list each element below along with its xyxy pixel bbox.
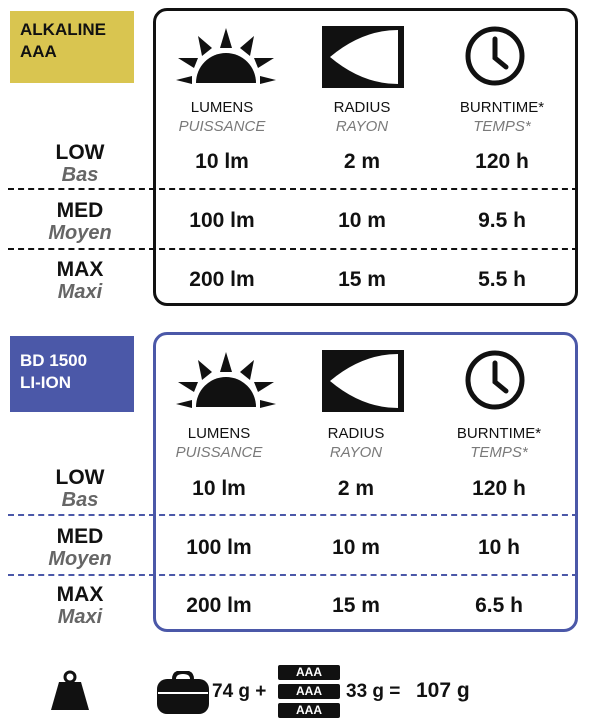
value-lumens: 100 lm: [189, 209, 255, 232]
lamp-weight: 74 g +: [212, 681, 267, 702]
beam-radius-icon: [322, 350, 404, 412]
value-lumens: 10 lm: [195, 150, 249, 173]
header-burntime: BURNTIME* TEMPS*: [456, 425, 542, 461]
level-med: MED Moyen: [48, 525, 112, 570]
battery-weight: 33 g =: [346, 681, 401, 702]
row-divider: [8, 188, 578, 190]
tag-line-1: BD 1500: [20, 351, 88, 370]
sun-icon: [176, 28, 276, 88]
tag-line-2: AAA: [20, 42, 57, 61]
level-max: MAX Maxi: [56, 258, 104, 303]
aaa-battery: AAA: [278, 665, 340, 680]
value-lumens: 100 lm: [186, 536, 252, 559]
header-radius: RADIUS RAYON: [327, 425, 385, 461]
row-divider: [8, 248, 578, 250]
value-burntime: 9.5 h: [478, 209, 526, 232]
bd1500-li-ion-tag: [10, 336, 134, 412]
alkaline-aaa-tag: [10, 11, 134, 83]
aaa-battery: AAA: [278, 703, 340, 718]
aaa-battery: AAA: [278, 684, 340, 699]
value-lumens: 200 lm: [189, 268, 255, 291]
value-lumens: 10 lm: [192, 477, 246, 500]
value-radius: 15 m: [332, 594, 380, 617]
clock-icon: [464, 349, 526, 411]
value-radius: 10 m: [332, 536, 380, 559]
tag-line-2: LI-ION: [20, 373, 71, 392]
weight-icon: [51, 670, 89, 710]
row-divider: [8, 574, 578, 576]
header-lumens: LUMENS PUISSANCE: [178, 99, 266, 135]
value-burntime: 5.5 h: [478, 268, 526, 291]
level-low: LOW Bas: [55, 141, 105, 186]
sun-icon: [176, 352, 276, 412]
value-burntime: 120 h: [475, 150, 529, 173]
value-radius: 2 m: [337, 477, 375, 500]
beam-radius-icon: [322, 26, 404, 88]
clock-icon: [464, 25, 526, 87]
value-radius: 15 m: [338, 268, 386, 291]
level-low: LOW Bas: [55, 466, 105, 511]
value-radius: 10 m: [338, 209, 386, 232]
level-max: MAX Maxi: [56, 583, 104, 628]
header-lumens: LUMENS PUISSANCE: [175, 425, 263, 461]
headlamp-case-icon: [156, 671, 210, 715]
header-burntime: BURNTIME* TEMPS*: [459, 99, 545, 135]
level-med: MED Moyen: [48, 199, 112, 244]
tag-line-1: ALKALINE: [20, 20, 106, 39]
row-divider: [8, 514, 578, 516]
header-radius: RADIUS RAYON: [333, 99, 391, 135]
value-radius: 2 m: [343, 150, 381, 173]
value-lumens: 200 lm: [186, 594, 252, 617]
value-burntime: 10 h: [477, 536, 521, 559]
value-burntime: 6.5 h: [475, 594, 523, 617]
total-weight: 107 g: [416, 679, 470, 702]
value-burntime: 120 h: [472, 477, 526, 500]
